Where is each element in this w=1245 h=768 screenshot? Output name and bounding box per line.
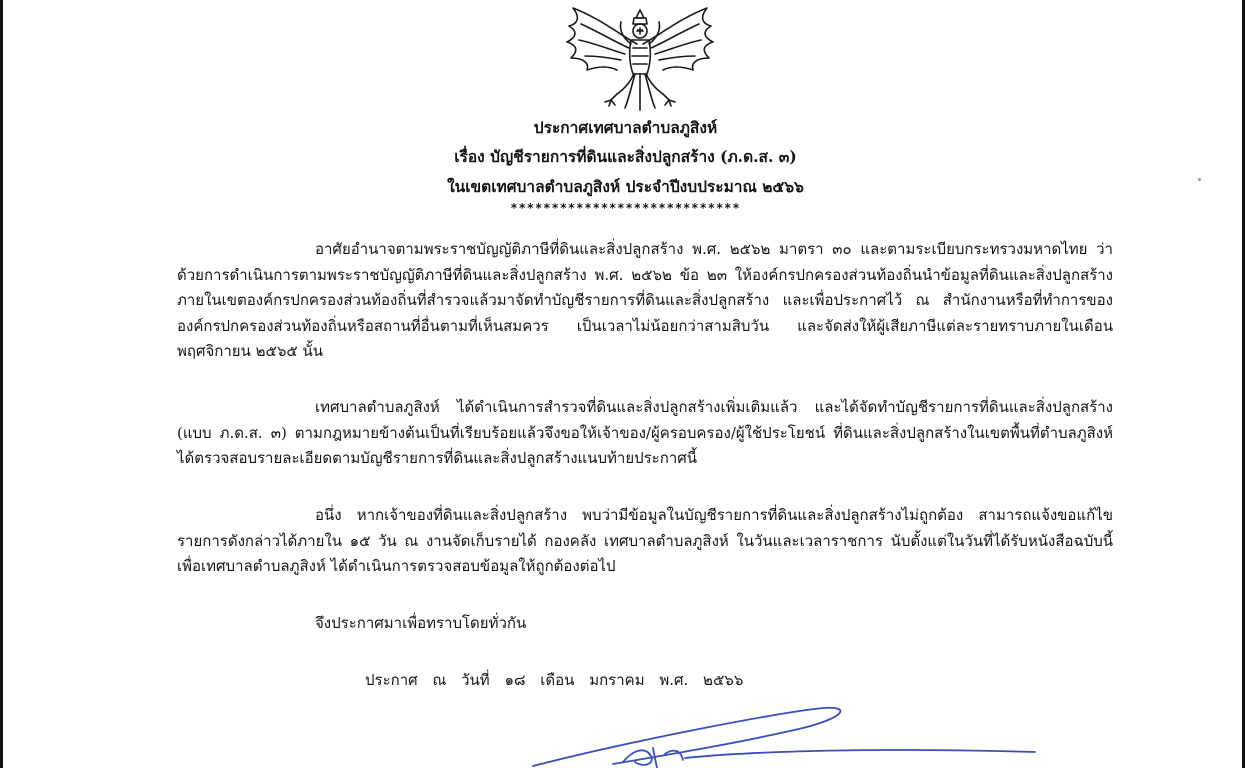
body-paragraph-3: อนึ่ง หากเจ้าของที่ดินและสิ่งปลูกสร้าง พบว่ามีข้อมูลในบัญชีรายการที่ดินและสิ่งปลูกสร้างไม่ถูกต้อง สามารถแจ้งขอแก้ไขรายการดังกล่าวได้ภายใน ๑๕ วัน ณ งานจัดเก็บรายได้ กองคลัง เทศบาลตำบลภูสิงห์ ในวันและเวลาราชการ นับตั้งแต่ในวันที่ได้รับหนังสือฉบับนี้ เพื่อเทศบาลตำบลภูสิงห์ ได้ดำเนินการตรวจสอบข้อมูลให้ถูกต้องต่อไป <box>177 506 1113 575</box>
announcement-subject: เรื่อง บัญชีรายการที่ดินและสิ่งปลูกสร้าง (ภ.ด.ส. ๓) <box>454 147 797 166</box>
body-paragraph-2: เทศบาลตำบลภูสิงห์ ได้ดำเนินการสำรวจที่ดินและสิ่งปลูกสร้างเพิ่มเติมแล้ว และได้จัดทำบัญชีรายการที่ดินและสิ่งปลูกสร้าง (แบบ ภ.ด.ส. ๓) ตามกฎหมายข้างต้นเป็นที่เรียบร้อยแล้วจึงขอให้เจ้าของ/ผู้ครอบครอง/ผู้ใช้ประโยชน์ ที่ดินและสิ่งปลูกสร้างในเขตพื้นที่ตำบลภูสิงห์ ได้ตรวจสอบรายละเอียดตามบัญชีรายการที่ดินและสิ่งปลูกสร้างแนบท้ายประกาศนี้ <box>177 398 1113 467</box>
garuda-emblem-icon <box>559 4 721 112</box>
scan-speck <box>1198 178 1201 181</box>
header-separator: **************************** <box>510 201 741 215</box>
closing-statement: จึงประกาศมาเพื่อทราบโดยทั่วกัน <box>315 614 527 632</box>
announcement-title: ประกาศเทศบาลตำบลภูสิงห์ <box>533 118 718 137</box>
announcement-scope: ในเขตเทศบาลตำบลภูสิงห์ ประจำปีงบประมาณ ๒๕๖๖ <box>447 177 804 196</box>
announcement-date: ประกาศ ณ วันที่ ๑๘ เดือน มกราคม พ.ศ. ๒๕๖๖ <box>365 671 744 689</box>
body-paragraph-1: อาศัยอำนาจตามพระราชบัญญัติภาษีที่ดินและสิ่งปลูกสร้าง พ.ศ. ๒๕๖๒ มาตรา ๓๐ และตามระเบียบกระทรวงมหาดไทย ว่าด้วยการดำเนินการตามพระราชบัญญัติภาษีที่ดินและสิ่งปลูกสร้าง พ.ศ. ๒๕๖๒ ข้อ ๒๓ ให้องค์กรปกครองส่วนท้องถิ่นนำข้อมูลที่ดินและสิ่งปลูกสร้าง ภายในเขตองค์กรปกครองส่วนท้องถิ่นที่สำรวจแล้วมาจัดทำบัญชีรายการที่ดินและสิ่งปลูกสร้าง และเพื่อประกาศไว้ ณ สำนักงานหรือที่ทำการขององค์กรปกครองส่วนท้องถิ่นหรือสถานที่อื่นตามที่เห็นสมควร เป็นเวลาไม่น้อยกว่าสามสิบวัน และจัดส่งให้ผู้เสียภาษีแต่ละรายทราบภายในเดือน พฤศจิกายน ๒๕๖๕ นั้น <box>177 240 1113 360</box>
handwritten-signature-icon <box>523 698 1043 768</box>
